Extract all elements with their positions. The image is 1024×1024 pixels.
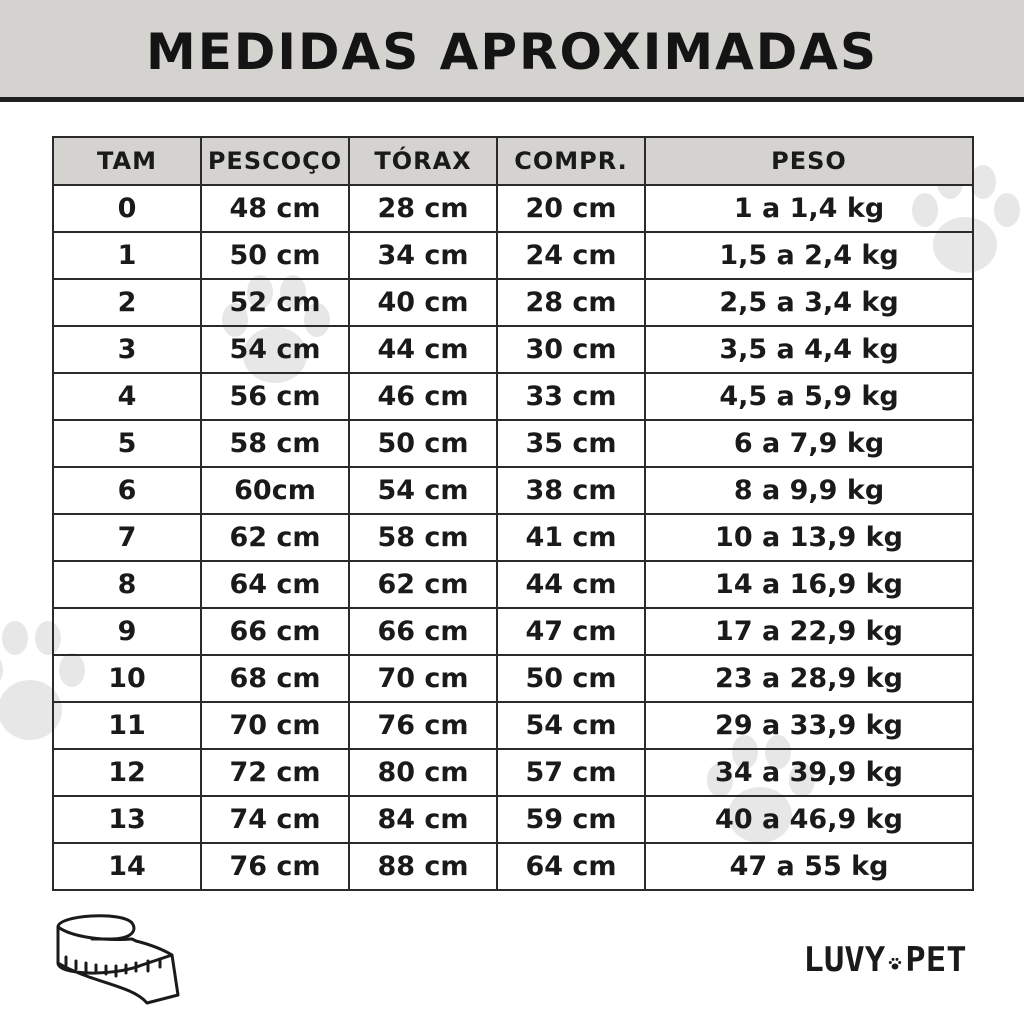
cell-neck: 48 cm: [201, 185, 349, 232]
table-row: [53, 608, 973, 655]
cell-size: 13: [53, 796, 201, 843]
table-row: [53, 420, 973, 467]
column-header-compr: COMPR.: [497, 137, 645, 185]
cell-weight: 2,5 a 3,4 kg: [645, 279, 973, 326]
cell-size: 10: [53, 655, 201, 702]
cell-length: 54 cm: [497, 702, 645, 749]
table-row: [53, 702, 973, 749]
cell-chest: 70 cm: [349, 655, 497, 702]
cell-size: 2: [53, 279, 201, 326]
cell-weight: 8 a 9,9 kg: [645, 467, 973, 514]
cell-size: 9: [53, 608, 201, 655]
cell-weight: 34 a 39,9 kg: [645, 749, 973, 796]
cell-length: 28 cm: [497, 279, 645, 326]
page-title: MEDIDAS APROXIMADAS: [145, 22, 879, 81]
cell-weight: 17 a 22,9 kg: [645, 608, 973, 655]
cell-length: 30 cm: [497, 326, 645, 373]
cell-neck: 64 cm: [201, 561, 349, 608]
cell-weight: 40 a 46,9 kg: [645, 796, 973, 843]
cell-weight: 10 a 13,9 kg: [645, 514, 973, 561]
cell-length: 64 cm: [497, 843, 645, 890]
table-header-row: [53, 137, 973, 185]
cell-length: 35 cm: [497, 420, 645, 467]
cell-chest: 88 cm: [349, 843, 497, 890]
cell-size: 5: [53, 420, 201, 467]
cell-chest: 46 cm: [349, 373, 497, 420]
cell-neck: 76 cm: [201, 843, 349, 890]
cell-length: 44 cm: [497, 561, 645, 608]
cell-neck: 74 cm: [201, 796, 349, 843]
cell-size: 1: [53, 232, 201, 279]
cell-chest: 54 cm: [349, 467, 497, 514]
cell-neck: 58 cm: [201, 420, 349, 467]
title-banner: [0, 0, 1024, 102]
cell-neck: 56 cm: [201, 373, 349, 420]
cell-weight: 4,5 a 5,9 kg: [645, 373, 973, 420]
cell-chest: 40 cm: [349, 279, 497, 326]
size-chart-table: [52, 136, 974, 891]
table-row: [53, 185, 973, 232]
cell-length: 57 cm: [497, 749, 645, 796]
brand-name-right: PET: [905, 940, 967, 980]
cell-weight: 1,5 a 2,4 kg: [645, 232, 973, 279]
cell-size: 12: [53, 749, 201, 796]
cell-chest: 66 cm: [349, 608, 497, 655]
cell-neck: 68 cm: [201, 655, 349, 702]
cell-neck: 52 cm: [201, 279, 349, 326]
table-row: [53, 326, 973, 373]
table-row: [53, 796, 973, 843]
cell-size: 4: [53, 373, 201, 420]
cell-length: 59 cm: [497, 796, 645, 843]
cell-weight: 47 a 55 kg: [645, 843, 973, 890]
cell-size: 7: [53, 514, 201, 561]
brand-logo: [800, 935, 970, 985]
cell-size: 11: [53, 702, 201, 749]
table-row: [53, 843, 973, 890]
cell-length: 38 cm: [497, 467, 645, 514]
paw-icon: [888, 957, 902, 971]
measuring-tape-icon: [52, 905, 187, 1005]
table-row: [53, 514, 973, 561]
cell-size: 0: [53, 185, 201, 232]
cell-weight: 23 a 28,9 kg: [645, 655, 973, 702]
cell-weight: 6 a 7,9 kg: [645, 420, 973, 467]
column-header-peso: PESO: [645, 137, 973, 185]
table-row: [53, 467, 973, 514]
cell-weight: 14 a 16,9 kg: [645, 561, 973, 608]
cell-chest: 76 cm: [349, 702, 497, 749]
column-header-torax: TÓRAX: [349, 137, 497, 185]
cell-chest: 84 cm: [349, 796, 497, 843]
table-row: [53, 232, 973, 279]
cell-chest: 58 cm: [349, 514, 497, 561]
cell-length: 50 cm: [497, 655, 645, 702]
cell-neck: 50 cm: [201, 232, 349, 279]
cell-chest: 34 cm: [349, 232, 497, 279]
table-row: [53, 561, 973, 608]
cell-chest: 44 cm: [349, 326, 497, 373]
cell-size: 6: [53, 467, 201, 514]
table-row: [53, 655, 973, 702]
cell-weight: 3,5 a 4,4 kg: [645, 326, 973, 373]
cell-neck: 66 cm: [201, 608, 349, 655]
table-row: [53, 279, 973, 326]
cell-chest: 28 cm: [349, 185, 497, 232]
cell-neck: 54 cm: [201, 326, 349, 373]
cell-length: 24 cm: [497, 232, 645, 279]
cell-length: 41 cm: [497, 514, 645, 561]
cell-neck: 72 cm: [201, 749, 349, 796]
table-row: [53, 749, 973, 796]
cell-length: 20 cm: [497, 185, 645, 232]
cell-chest: 80 cm: [349, 749, 497, 796]
cell-neck: 60cm: [201, 467, 349, 514]
cell-chest: 62 cm: [349, 561, 497, 608]
cell-weight: 1 a 1,4 kg: [645, 185, 973, 232]
brand-name-left: LUVY: [803, 940, 886, 980]
cell-length: 47 cm: [497, 608, 645, 655]
cell-size: 8: [53, 561, 201, 608]
table-row: [53, 373, 973, 420]
cell-chest: 50 cm: [349, 420, 497, 467]
cell-neck: 62 cm: [201, 514, 349, 561]
column-header-tam: TAM: [53, 137, 201, 185]
cell-neck: 70 cm: [201, 702, 349, 749]
cell-size: 3: [53, 326, 201, 373]
column-header-pescoco: PESCOÇO: [201, 137, 349, 185]
cell-size: 14: [53, 843, 201, 890]
cell-weight: 29 a 33,9 kg: [645, 702, 973, 749]
cell-length: 33 cm: [497, 373, 645, 420]
